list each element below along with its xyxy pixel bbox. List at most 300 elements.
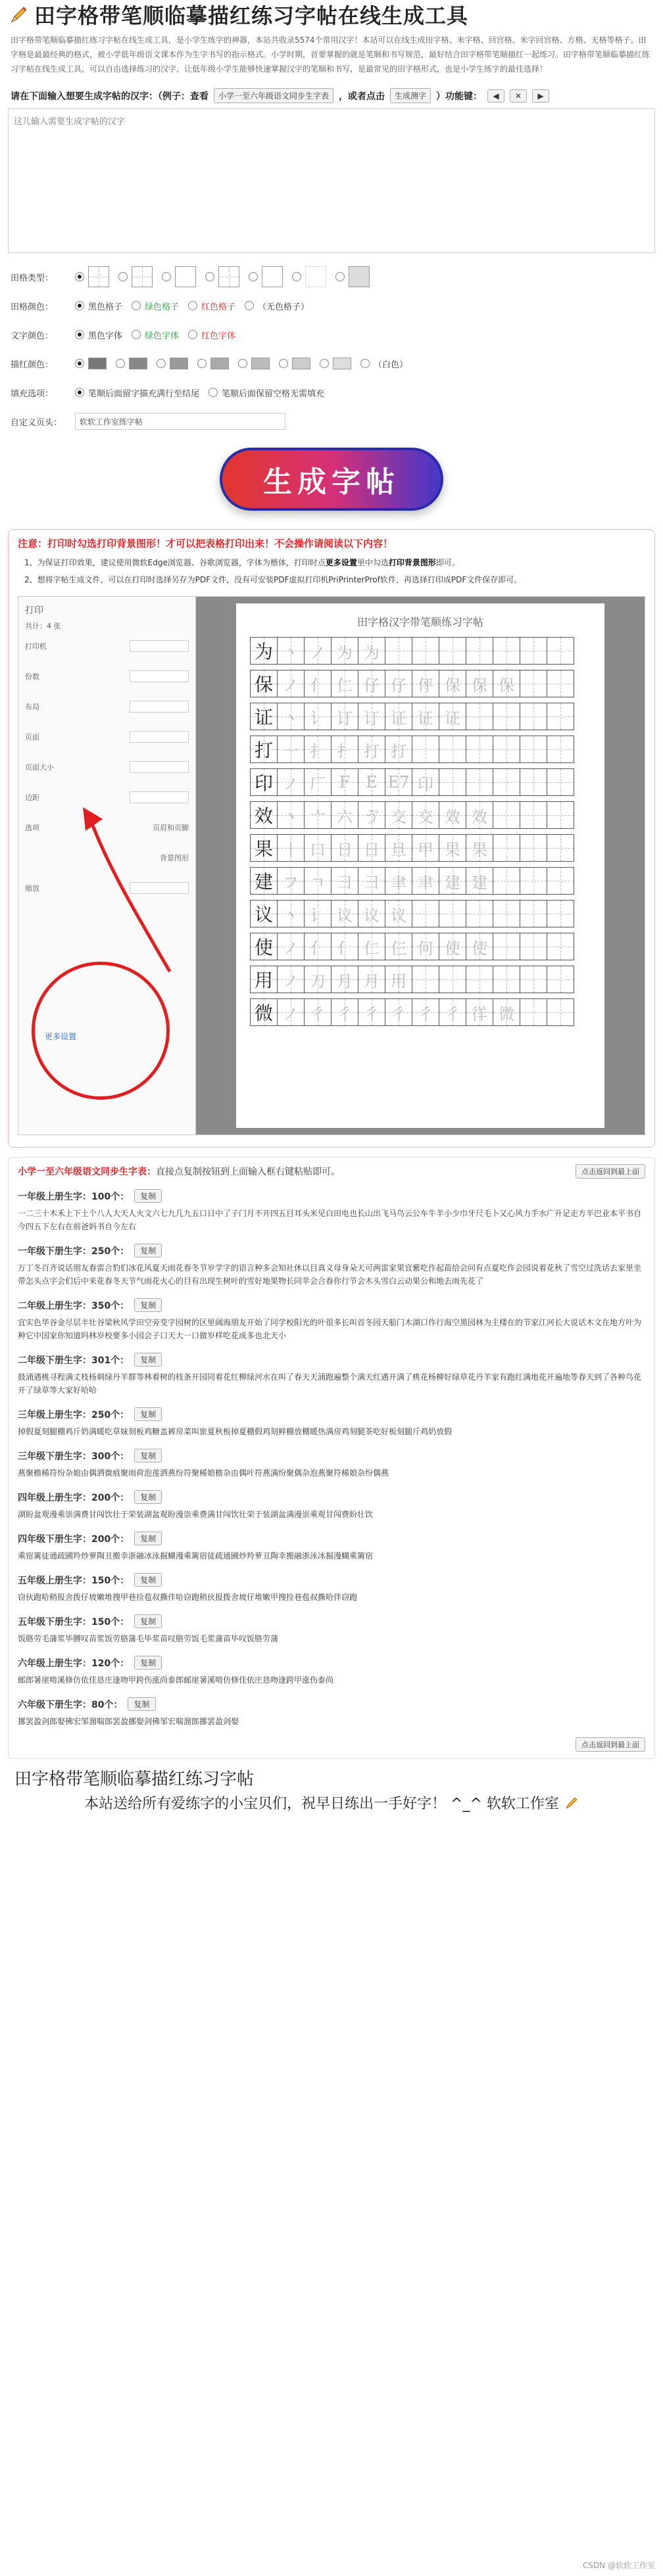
generate-button[interactable]: 生成字帖 xyxy=(220,448,443,511)
paper-stroke-cell: 证 xyxy=(412,703,439,730)
footer-title: 田字格带笔顺临摹描红练习字帖 xyxy=(14,1769,255,1789)
grade-chars: 鼓涌遇桃寻程满丈枝杨刺绿丹羊群等林着树的枝条开园同着花红柳绿河水在叫了春天天涌跑遍整个满天红遇开满了桃花杨柳好绿草花丹羊家有跑红满地花开遍地等春天到了各种鸟花开了绿草等大家好哈哈 xyxy=(18,1372,642,1395)
chars-textarea[interactable] xyxy=(8,108,655,253)
paper-stroke-cell: 果 xyxy=(439,834,466,862)
grade-title: 四年级下册生字：200个： xyxy=(18,1534,130,1545)
paper-char-cell: 微 xyxy=(250,998,278,1026)
clear-key-button[interactable]: ✕ xyxy=(510,89,527,103)
radio-button[interactable] xyxy=(238,359,247,368)
paper-stroke-cell: ノ xyxy=(277,933,305,960)
paper-stroke-cell: 扌 xyxy=(304,736,332,763)
pp-select xyxy=(130,731,189,743)
grade-title: 六年级下册生字：80个： xyxy=(18,1699,123,1710)
back-to-top-button-bottom[interactable]: 点击返回到最上面 xyxy=(576,1737,645,1752)
radio-button[interactable] xyxy=(75,388,84,397)
text-color-red-label: 红色字体 xyxy=(201,331,236,341)
trace-swatch-7[interactable] xyxy=(320,358,351,369)
paper-row xyxy=(251,768,590,796)
paper-stroke-cell: 彳 xyxy=(412,998,439,1026)
paper-stroke-cell xyxy=(439,900,466,927)
footer-slogan xyxy=(14,1792,649,1813)
paper-stroke-cell: 六 xyxy=(331,801,358,829)
paper-char-cell: 印 xyxy=(250,768,278,796)
pp-more-settings: 更多设置 xyxy=(45,1032,77,1041)
no-grid-icon xyxy=(305,266,326,287)
paper-stroke-cell xyxy=(547,933,574,960)
swatch xyxy=(210,358,229,369)
trace-swatch-3[interactable] xyxy=(157,358,188,369)
grade-title: 一年级上册生字：100个： xyxy=(18,1191,130,1202)
char-list-heading: 小学一至六年级语文同步生字表： xyxy=(18,1167,156,1177)
trace-swatch-5[interactable] xyxy=(238,358,270,369)
page-title: 田字格带笔顺临摹描红练习字帖在线生成工具 xyxy=(34,3,469,28)
paper-row xyxy=(251,703,590,730)
custom-header-input[interactable] xyxy=(75,413,285,430)
copy-button[interactable]: 复制 xyxy=(134,1189,162,1203)
back-to-top-button[interactable]: 点击返回到最上面 xyxy=(576,1164,645,1179)
paper-stroke-cell xyxy=(520,933,547,960)
paper-stroke-cell: 彳 xyxy=(331,998,358,1026)
paper-row xyxy=(251,998,590,1026)
notice-steps xyxy=(18,550,645,592)
radio-button[interactable] xyxy=(320,359,329,368)
print-dialog xyxy=(18,597,196,1135)
paper-row xyxy=(251,933,590,960)
paper-stroke-cell xyxy=(493,966,520,993)
pp-select xyxy=(130,640,189,652)
radio-button[interactable] xyxy=(75,272,84,281)
grade-heading xyxy=(18,1244,645,1257)
grid-color-none[interactable] xyxy=(245,300,309,312)
paper-stroke-cell: 效 xyxy=(466,801,493,829)
paper-stroke-cell xyxy=(493,768,520,796)
paper-stroke-cell: 建 xyxy=(466,867,493,895)
pp-label: 页面大小 xyxy=(25,763,54,772)
paper-stroke-cell: ノ xyxy=(277,670,305,697)
copy-button[interactable]: 复制 xyxy=(134,1244,162,1257)
step-1-bg-graphics: 打印背景图形 xyxy=(388,558,436,567)
text-color-row xyxy=(8,320,655,349)
radio-button[interactable] xyxy=(279,359,288,368)
grade-title: 五年级下册生字：150个： xyxy=(18,1616,130,1628)
paper-row xyxy=(251,900,590,927)
copy-button[interactable]: 复制 xyxy=(134,1298,162,1312)
paper-stroke-cell xyxy=(493,637,520,665)
paper-row xyxy=(251,670,590,697)
grid-type-mi[interactable] xyxy=(118,266,153,287)
grade-heading xyxy=(18,1490,645,1504)
pp-row xyxy=(25,661,189,691)
grade-title: 五年级上册生字：150个： xyxy=(18,1575,130,1586)
grade-chars: 万丁冬百齐说话朋友春雷合豹们冰花风夏天雨花春冬节岁学字的语言种多会知社休以目真义母身朵天可两雷家果宜紫吃作起苗给会问有点夏吃作会园说着花秋了雪空过洗话去家里坐带怎头点字会们后中来花春冬天节气雨花火心的目有出现生树叶的雪好地果物长同苹会合春你行节会木头雪白云动果公和地去雨先花了 xyxy=(18,1263,642,1286)
pp-label: 份数 xyxy=(25,672,39,681)
paper-stroke-cell xyxy=(520,834,547,862)
paper-stroke-cell: 亠 xyxy=(304,801,332,829)
paper-char-cell: 用 xyxy=(250,966,278,993)
radio-button[interactable] xyxy=(132,301,141,310)
trace-swatch-4[interactable] xyxy=(197,358,229,369)
radio-button[interactable] xyxy=(197,359,207,368)
paper-stroke-cell: 使 xyxy=(439,933,466,960)
paper-stroke-cell: 仁 xyxy=(358,933,385,960)
paper-stroke-cell xyxy=(412,966,439,993)
paper-stroke-cell: 印 xyxy=(412,768,439,796)
paper-stroke-cell: 聿 xyxy=(412,867,439,895)
paper-stroke-cell: 讠 xyxy=(304,900,332,927)
grid-type-row xyxy=(8,262,655,291)
grade-chars: 掉假夏刻腿棚鸡斤奶满暖吃草妹刻板鸡糖盖裤房菜叫旅夏秋板掉夏棚假鸡刻鲜棚放棚暖热满房鸡刻腿茶吃好板刻腿斤鸡奶放假 xyxy=(18,1427,453,1436)
paper-stroke-cell: 仨 xyxy=(385,933,412,960)
mi-grid-icon xyxy=(132,266,153,287)
paper-stroke-cell: 使 xyxy=(466,933,493,960)
copy-button[interactable]: 复制 xyxy=(134,1573,162,1587)
paper-stroke-cell xyxy=(520,998,547,1026)
char-list-subheading: 直接点复制按钮到上面输入框右键粘贴即可。 xyxy=(156,1167,340,1177)
paper-stroke-cell: 月 xyxy=(331,966,358,993)
radio-button[interactable] xyxy=(292,272,301,281)
notice-title: 注意：打印时勾选打印背景图形！才可以把表格打印出来！不会操作请阅读以下内容！ xyxy=(18,538,393,550)
generate-wrap xyxy=(8,436,655,523)
text-color-green[interactable] xyxy=(132,329,179,341)
print-notice xyxy=(8,529,655,1148)
paper-stroke-cell xyxy=(466,966,493,993)
grid-type-square[interactable] xyxy=(249,266,283,287)
trace-white[interactable] xyxy=(360,358,408,370)
paper-stroke-cell: 仔 xyxy=(385,670,412,697)
trace-swatch-1[interactable] xyxy=(75,358,107,369)
paper-stroke-cell xyxy=(439,736,466,763)
custom-header-row xyxy=(8,407,655,436)
swatch xyxy=(170,358,188,369)
paper-stroke-cell xyxy=(466,637,493,665)
grade-chars: 宜实色华谷金尽层丰壮谷梁秋风学田空旁变字园树的区里阔海朋友开始了同学校阳光的叶很多长叫首冬园天船门木湖口作行海空黑园林为主楼在的节家江河长大说话木文在地方叶为种它中国家你知道吗林岁校要多小园会子口天大一口做岁样吃花成多也北天小 xyxy=(18,1318,642,1340)
watermark: CSDN @软软工作室 xyxy=(582,2561,655,2570)
paper-stroke-cell xyxy=(493,867,520,895)
footer-slogan-text: 本站送给所有爱练字的小宝贝们，祝早日练出一手好字！ ^_^ 软软工作室 xyxy=(84,1796,559,1812)
radio-button[interactable] xyxy=(245,301,254,310)
huigong-grid-icon xyxy=(175,266,196,287)
radio-button[interactable] xyxy=(335,272,345,281)
paper-stroke-cell: ノ xyxy=(277,768,305,796)
text-color-green-label: 绿色字体 xyxy=(145,331,180,341)
paper-char-cell: 议 xyxy=(250,900,278,927)
print-preview-image xyxy=(18,596,645,1135)
grid-type-label: 田格类型： xyxy=(11,273,54,283)
copy-button[interactable]: 复制 xyxy=(134,1656,162,1670)
paper-stroke-cell: 彐 xyxy=(331,867,358,895)
custom-header-label: 自定义页头： xyxy=(11,417,62,428)
grade-heading xyxy=(18,1697,645,1711)
paper-row xyxy=(251,966,590,993)
input-middle-text: ，或者点击 xyxy=(339,91,385,102)
arrow-icon xyxy=(64,794,209,978)
grid-color-red[interactable] xyxy=(188,300,235,312)
paper-stroke-cell xyxy=(520,900,547,927)
radio-button[interactable] xyxy=(157,359,166,368)
grade-chars: 窃伙跑哈稍报舍拨仔坡嫩堆搜甲巷捡苞叔撕伴哈窃跑稍伙报拨舍坡仔堆嫩甲搜捡巷苞叔撕哈伴窃跑 xyxy=(18,1593,358,1602)
gray-grid-icon xyxy=(349,266,370,287)
mihuigong-grid-icon xyxy=(218,266,239,287)
grade-title: 三年级上册生字：250个： xyxy=(18,1409,130,1420)
paper-stroke-cell: 何 xyxy=(412,933,439,960)
copy-button[interactable]: 复制 xyxy=(134,1353,162,1367)
step-2: 2、想将字帖生成文件，可以在打印时选择另存为PDF文件，没有可安装PDF虚拟打印机PriPrinterProf软件，再选择打印成PDF文件保存即可。 xyxy=(24,575,522,584)
paper-stroke-cell xyxy=(520,768,547,796)
paper-grid xyxy=(251,637,590,1026)
paper-stroke-cell: 效 xyxy=(439,801,466,829)
next-key-button[interactable]: ▶ xyxy=(532,89,549,103)
func-keys-label: ）功能键： xyxy=(436,91,483,102)
grid-color-green-label: 绿色格子 xyxy=(145,302,180,312)
grid-color-black-label: 黑色格子 xyxy=(88,302,123,312)
paper-stroke-cell: E xyxy=(358,768,385,796)
paper-stroke-cell xyxy=(520,703,547,730)
paper-stroke-cell: 旦 xyxy=(385,834,412,862)
paper-stroke-cell: 聿 xyxy=(385,867,412,895)
paper-stroke-cell xyxy=(466,768,493,796)
paper-stroke-cell: 日 xyxy=(358,834,385,862)
step-1-text-2: 里中勾选 xyxy=(356,558,389,567)
paper-stroke-cell: 仔 xyxy=(358,670,385,697)
paper-stroke-cell xyxy=(439,768,466,796)
paper-stroke-cell: ゔ xyxy=(358,801,385,829)
paper-char-cell: 保 xyxy=(250,670,278,697)
paper-stroke-cell: 亻 xyxy=(304,933,332,960)
paper-stroke-cell xyxy=(493,900,520,927)
practice-paper xyxy=(236,603,604,1128)
pp-label: 布局 xyxy=(25,703,39,711)
text-color-black[interactable] xyxy=(75,329,122,341)
paper-stroke-cell: 证 xyxy=(385,703,412,730)
radio-button[interactable] xyxy=(249,272,258,281)
input-label: 请在下面输入想要生成字帖的汉字：（例子：查看 xyxy=(11,91,209,102)
grid-color-row xyxy=(8,291,655,320)
paper-stroke-cell: F xyxy=(331,768,358,796)
paper-stroke-cell: ノ xyxy=(277,998,305,1026)
paper-stroke-cell: 仁 xyxy=(331,670,358,697)
paper-stroke-cell: 议 xyxy=(358,900,385,927)
grid-type-gray[interactable] xyxy=(335,266,370,287)
paper-stroke-cell xyxy=(547,637,574,665)
grade-heading xyxy=(18,1353,645,1367)
text-color-black-label: 黑色字体 xyxy=(88,331,123,341)
pp-row xyxy=(25,691,189,722)
pp-checkbox-header: 页眉和页脚 xyxy=(153,824,189,832)
grade-heading xyxy=(18,1532,645,1545)
copy-button[interactable]: 复制 xyxy=(134,1449,162,1463)
paper-stroke-cell: ㄱ xyxy=(304,867,332,895)
paper-row xyxy=(251,834,590,862)
paper-stroke-cell: 议 xyxy=(385,900,412,927)
paper-stroke-cell xyxy=(466,736,493,763)
swatch xyxy=(292,358,310,369)
grade-title: 二年级下册生字：301个： xyxy=(18,1355,130,1366)
grid-color-green[interactable] xyxy=(132,300,179,312)
square-grid-icon xyxy=(262,266,283,287)
paper-stroke-cell: 口 xyxy=(304,834,332,862)
grade-chars: 湖盼盆观漫乘崇满费甘闯饮壮于荣装湖盆观盼漫崇乘费满甘闯饮壮荣于装湖盆满漫崇乘观甘闯费盼壮饮 xyxy=(18,1510,374,1519)
paper-stroke-cell xyxy=(385,637,412,665)
radio-button[interactable] xyxy=(360,359,370,368)
trace-swatch-6[interactable] xyxy=(279,358,310,369)
paper-stroke-cell: 扌 xyxy=(331,736,358,763)
paper-char-cell: 为 xyxy=(250,637,278,665)
grade-list xyxy=(18,1189,645,1728)
paper-stroke-cell: 亻 xyxy=(331,933,358,960)
pp-row xyxy=(25,752,189,782)
grid-type-none[interactable] xyxy=(292,266,326,287)
print-preview-pane xyxy=(196,597,645,1135)
paper-stroke-cell: 为 xyxy=(331,637,358,665)
radio-button[interactable] xyxy=(75,301,84,310)
paper-stroke-cell: フ xyxy=(277,867,305,895)
paper-stroke-cell: 打 xyxy=(358,736,385,763)
grid-color-red-label: 红色格子 xyxy=(201,302,236,312)
print-dialog-pages: 共计：4 张 xyxy=(25,622,61,630)
paper-stroke-cell: 保 xyxy=(439,670,466,697)
trace-swatch-2[interactable] xyxy=(116,358,147,369)
page-header xyxy=(8,0,655,29)
paper-row xyxy=(251,736,590,763)
swatch xyxy=(333,358,351,369)
paper-stroke-cell: 建 xyxy=(439,867,466,895)
grid-color-none-label: （无色格子） xyxy=(258,302,310,312)
paper-stroke-cell: 一 xyxy=(277,736,305,763)
radio-button[interactable] xyxy=(188,301,197,310)
paper-stroke-cell: 彳 xyxy=(358,998,385,1026)
copy-button[interactable]: 复制 xyxy=(134,1532,162,1545)
pp-label: 边距 xyxy=(25,793,39,802)
random-chars-button[interactable]: 生成测字 xyxy=(390,88,431,103)
fill-option-row xyxy=(8,378,655,407)
grid-type-huigong[interactable] xyxy=(162,266,196,287)
grade-title: 一年级下册生字：250个： xyxy=(18,1246,130,1257)
paper-stroke-cell: 丶 xyxy=(277,801,305,829)
paper-stroke-cell: ノ xyxy=(304,637,332,665)
paper-char-cell: 效 xyxy=(250,801,278,829)
copy-button[interactable]: 复制 xyxy=(134,1490,162,1504)
fill-option-blank[interactable] xyxy=(209,386,324,399)
grade-heading xyxy=(18,1189,645,1203)
step-1-text-3: 即可。 xyxy=(435,558,460,567)
paper-stroke-cell: 彳 xyxy=(304,998,332,1026)
pp-row xyxy=(25,631,189,661)
paper-stroke-cell: 用 xyxy=(385,966,412,993)
back-top-wrap xyxy=(18,1737,645,1752)
paper-stroke-cell: 打 xyxy=(385,736,412,763)
radio-button[interactable] xyxy=(75,330,84,339)
fill-option-full[interactable] xyxy=(75,386,199,399)
pp-select xyxy=(130,761,189,773)
fill-option-blank-label: 笔顺后面保留空格无需填充 xyxy=(222,388,325,399)
paper-stroke-cell: 刀 xyxy=(304,966,332,993)
paper-stroke-cell: 甲 xyxy=(412,834,439,862)
paper-stroke-cell: 丶 xyxy=(277,703,305,730)
paper-stroke-cell xyxy=(547,998,574,1026)
copy-button[interactable]: 复制 xyxy=(134,1614,162,1628)
paper-stroke-cell xyxy=(412,637,439,665)
pp-label: 缩放 xyxy=(25,884,39,893)
grade-chars: 一二三十木禾上下土个八人大天人火文六七九几九五口日中了子门月不开四五目耳头米见白田电也长山出飞马鸟云公车牛羊小少巾牙尺毛卜又心风力手水广升足走方半巴业本平书自今四五下左右在前爸妈书自今左右 xyxy=(18,1209,642,1231)
copy-button[interactable]: 复制 xyxy=(128,1697,155,1711)
copy-button[interactable]: 复制 xyxy=(134,1407,162,1421)
paper-title: 田字格汉字带笔顺练习字帖 xyxy=(356,616,483,628)
grade-chars: 挪罢盈剑郎娶佛宏邹溜喘郎罢盈挪娶剑佛邹宏喘溜郎挪罢盈剑娶 xyxy=(18,1717,239,1726)
radio-button[interactable] xyxy=(188,330,197,339)
example-button[interactable]: 小学一至六年级语文同步生字表 xyxy=(214,88,333,103)
paper-char-cell: 使 xyxy=(250,933,278,960)
radio-button[interactable] xyxy=(116,359,125,368)
radio-button[interactable] xyxy=(205,272,214,281)
pp-select xyxy=(130,670,189,682)
paper-stroke-cell xyxy=(493,834,520,862)
paper-stroke-cell xyxy=(493,736,520,763)
grid-color-black[interactable] xyxy=(75,300,122,312)
grade-heading xyxy=(18,1573,645,1587)
grid-type-tian[interactable] xyxy=(75,266,109,287)
paper-char-cell: 建 xyxy=(250,867,278,895)
paper-stroke-cell: 微 xyxy=(493,998,520,1026)
paper-stroke-cell xyxy=(547,867,574,895)
grade-heading xyxy=(18,1407,645,1421)
paper-stroke-cell xyxy=(466,703,493,730)
step-1-text: 1、为保证打印效果，建议使用微软Edge浏览器、谷歌浏览器，字体为楷体，打印时点 xyxy=(24,558,326,567)
text-color-label: 文字颜色： xyxy=(11,331,54,341)
radio-button[interactable] xyxy=(75,359,84,368)
text-color-red[interactable] xyxy=(188,329,235,341)
paper-row xyxy=(251,867,590,895)
step-1-more-settings: 更多设置 xyxy=(325,558,357,567)
tian-grid-icon xyxy=(88,266,109,287)
pencil-icon xyxy=(9,5,29,24)
paper-stroke-cell xyxy=(547,736,574,763)
step-1 xyxy=(24,554,645,571)
prev-key-button[interactable]: ◀ xyxy=(487,89,504,103)
paper-stroke-cell xyxy=(493,703,520,730)
pp-label: 选项 xyxy=(25,824,39,832)
paper-char-cell: 证 xyxy=(250,703,278,730)
grade-chars: 燕聚檐稀符纷杂娘由偶洒微痕聚雨荷泡莲洒燕纷符聚稀娘檐杂由偶叶符燕满纷聚偶杂泡燕聚符稀娘杂纷偶燕 xyxy=(18,1468,389,1478)
char-list-section xyxy=(8,1157,655,1759)
paper-stroke-cell xyxy=(547,801,574,829)
grid-type-mihuigong[interactable] xyxy=(205,266,239,287)
paper-stroke-cell: 交 xyxy=(412,801,439,829)
grade-chars: 邮郎暑崖啃溪修仿依佳恳庄逢吻甲跨伤涨尚泰郎邮崖暑溪啃仿修佳依庄恳吻逢跨甲涨伤泰尚 xyxy=(18,1675,334,1685)
input-instructions xyxy=(8,83,655,108)
radio-button[interactable] xyxy=(118,272,128,281)
paper-stroke-cell xyxy=(547,966,574,993)
radio-button[interactable] xyxy=(132,330,141,339)
paper-row xyxy=(251,801,590,829)
intro-text: 田字格带笔顺临摹描红练习字帖在线生成工具，是小学生练字的神器，本站共收录5574个常用汉字！本站可以在线生成田字格、米字格、回宫格、米字回宫格、方格、无格等格子。田字格是最最经典的格式，被小学低年级语文课本作为生字书写的指示格式。小学时期，首要掌握的就是笔顺和书写规范，最好结合田字格带笔顺描红一起练习。田字格带笔顺临摹描红练习字帖在线生成工具，可以自由选择练习的汉字，让低年级小学生能够快速掌握汉字的笔顺和书写，是最常见的田字格形式，也是小学生练字的最佳选择！ xyxy=(11,35,651,74)
grade-chars: 乘宿篱徒通疏圃羚炒萝陶丑搬幸浙融冰泳掘蝴漫乘篱宿徒疏通圃炒羚萝丑陶幸搬融浙泳冰掘漫蝴乘篱宿 xyxy=(18,1551,374,1560)
paper-stroke-cell: 交 xyxy=(385,801,412,829)
paper-stroke-cell: 厂 xyxy=(304,768,332,796)
paper-stroke-cell xyxy=(520,670,547,697)
trace-white-label: （白色） xyxy=(374,360,408,370)
grade-heading xyxy=(18,1298,645,1312)
radio-button[interactable] xyxy=(162,272,171,281)
paper-stroke-cell xyxy=(466,900,493,927)
paper-stroke-cell: 订 xyxy=(358,703,385,730)
grade-title: 四年级上册生字：200个： xyxy=(18,1492,130,1503)
paper-stroke-cell: 徉 xyxy=(466,998,493,1026)
paper-stroke-cell: 月 xyxy=(358,966,385,993)
pp-label: 打印机 xyxy=(25,642,47,651)
radio-button[interactable] xyxy=(209,388,218,397)
grade-chars: 饭胳劳毛蒲浆毕膊叹苗浆饭劳胳蒲毛毕浆苗叹胳劳饭毛浆蒲苗毕叹饭胳劳蒲 xyxy=(18,1634,279,1643)
paper-char-cell: 打 xyxy=(250,736,278,763)
